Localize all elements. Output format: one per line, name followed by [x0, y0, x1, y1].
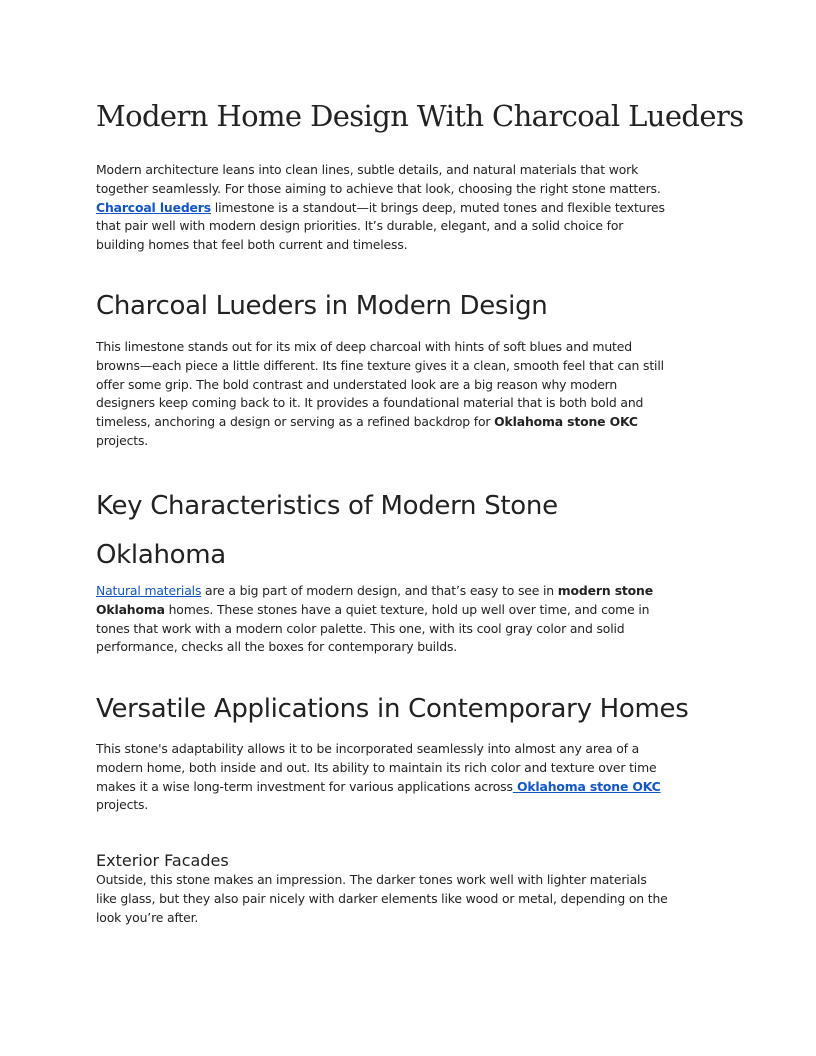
charcoal-lueders-link[interactable]: Charcoal lueders [96, 199, 211, 215]
section-heading-key-characteristics: Key Characteristics of Modern Stone Oklahoma [96, 491, 558, 570]
section-heading-versatile-applications: Versatile Applications in Contemporary Homes [96, 694, 689, 724]
section-heading-charcoal-lueders: Charcoal Lueders in Modern Design [96, 291, 548, 321]
oklahoma-stone-okc-bold: Oklahoma stone OKC [494, 414, 638, 430]
intro-paragraph: Modern architecture leans into clean lines, subtle details, and natural materials that work together seamlessly. For those aiming to achieve that look, choosing the right stone matters. Charcoal lueders limestone is a standout—it brings deep, muted tones and flexible textures that pair well with modern design priorities. It’s durable, elegant, and a solid choice for building homes that feel both current and timeless. [96, 162, 665, 253]
natural-materials-link[interactable]: Natural materials [96, 583, 202, 598]
oklahoma-stone-okc-link[interactable]: Oklahoma stone OKC [512, 778, 661, 794]
section2-paragraph: Natural materials are a big part of modern design, and that’s easy to see in modern stone Oklahoma homes. These stones have a quiet texture, hold up well over time, and come in tones that work with a modern color palette. This one, with its cool gray color and solid performance, checks all the boxes for contemporary builds. [96, 583, 653, 655]
section3-paragraph: This stone's adaptability allows it to be incorporated seamlessly into almost any area of a modern home, both inside and out. Its ability to maintain its rich color and texture over time makes it a wise long-term investment for various applications across Oklahoma stone OKC projects. [96, 741, 661, 813]
section1-paragraph: This limestone stands out for its mix of deep charcoal with hints of soft blues and muted browns—each piece a little different. Its fine texture gives it a clean, smooth feel that can still offer some grip. The bold contrast and understated look are a big reason why modern designers keep coming back to it. It provides a foundational material that is both bold and timeless, anchoring a design or serving as a refined backdrop for Oklahoma stone OKC projects. [96, 339, 664, 448]
page-title: Modern Home Design With Charcoal Lueders [96, 99, 744, 133]
subheading-exterior-facades: Exterior Facades [96, 851, 229, 870]
section4-paragraph: Outside, this stone makes an impression. The darker tones work well with lighter materials like glass, but they also pair nicely with darker elements like wood or metal, depending on the look you’re after. [96, 872, 668, 925]
